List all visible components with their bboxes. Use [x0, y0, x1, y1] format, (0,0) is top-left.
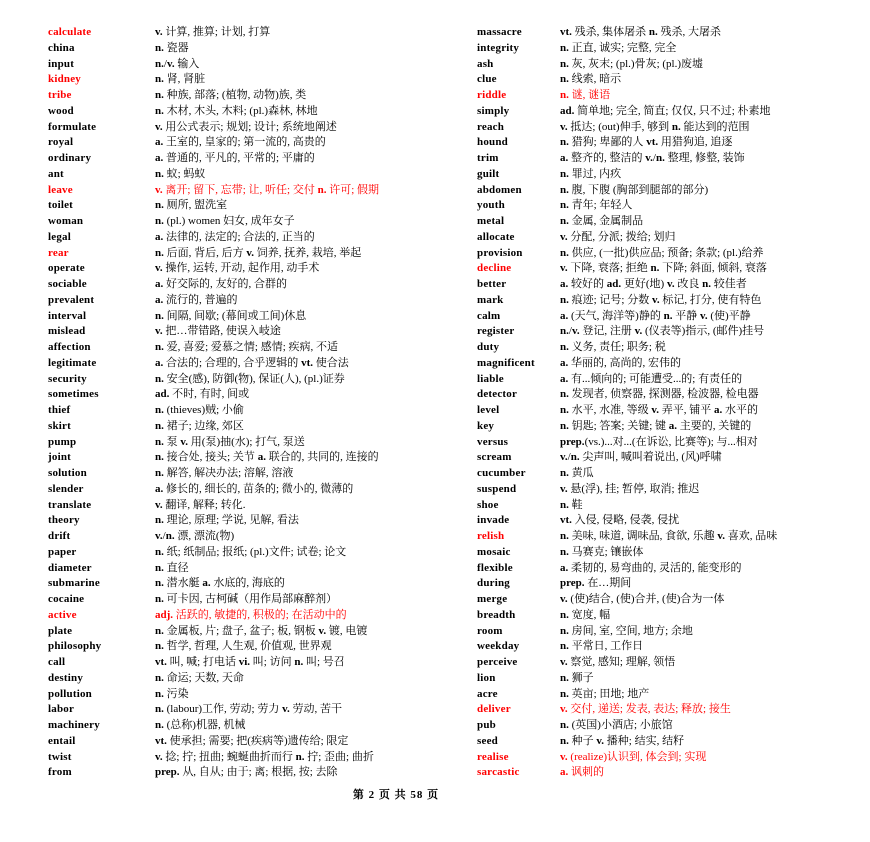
entry-word: plate	[48, 624, 73, 637]
word-entry	[477, 655, 870, 671]
word-entry	[48, 151, 477, 167]
entry-definition: n. 房间, 室, 空间, 地方; 余地	[560, 624, 693, 637]
entry-definition: n. 木材, 木头, 木料; (pl.)森林, 林地	[155, 104, 318, 117]
word-entry	[477, 435, 870, 451]
entry-definition: v. 察觉, 感知; 理解, 领悟	[560, 656, 676, 668]
entry-word: magnificent	[477, 356, 535, 369]
entry-definition: a. (天气, 海洋等)静的 n. 平静 v. (使)平静	[560, 309, 751, 322]
word-entry	[48, 639, 477, 655]
entry-word: joint	[48, 451, 71, 464]
entry-word: simply	[477, 104, 510, 117]
entry-definition: n. 腹, 下腹 (胸部到腿部的部分)	[560, 183, 709, 196]
entry-word: sociable	[48, 278, 87, 290]
word-entry	[48, 592, 477, 608]
entry-definition: adj. 活跃的, 敏捷的, 积极的; 在活动中的	[155, 608, 347, 621]
entry-definition: v. 离开; 留下, 忘带; 让, 听任; 交付 n. 许可; 假期	[155, 183, 380, 196]
word-entry	[477, 702, 870, 718]
entry-word: abdomen	[477, 183, 522, 196]
word-entry	[477, 261, 870, 277]
entry-definition: n. 鞋	[560, 498, 583, 511]
entry-definition: n. 间隔, 间歇; (幕间或工间)休息	[155, 309, 307, 322]
word-entry	[48, 135, 477, 151]
word-entry	[48, 214, 477, 230]
entry-definition: n. 金属板, 片; 盘子, 盆子; 板, 钢板 v. 镀, 电镀	[155, 624, 368, 637]
entry-word: youth	[477, 199, 505, 212]
word-entry	[48, 718, 477, 734]
word-entry	[48, 671, 477, 687]
entry-definition: n./v. 输入	[155, 57, 200, 70]
entry-definition: n. 裙子; 边缘, 郊区	[155, 419, 244, 432]
word-entry	[477, 41, 870, 57]
word-entry	[477, 482, 870, 498]
entry-definition: v. 捻; 拧; 扭曲; 蜿蜒曲折而行 n. 拧; 歪曲; 曲折	[155, 750, 374, 763]
entry-definition: a. 普通的, 平凡的, 平常的; 平庸的	[155, 152, 315, 164]
entry-word: toilet	[48, 199, 74, 212]
entry-definition: n. 马赛克; 镶嵌体	[560, 545, 644, 558]
word-entry	[477, 151, 870, 167]
entry-word: twist	[48, 750, 72, 763]
word-entry	[477, 624, 870, 640]
entry-definition: prep.(vs.)...对...(在诉讼, 比赛等); 与...相对	[560, 435, 758, 448]
word-entry	[48, 608, 477, 624]
word-entry	[477, 718, 870, 734]
entry-word: lion	[477, 671, 496, 684]
word-entry	[477, 356, 870, 372]
word-entry	[48, 687, 477, 703]
entry-word: thief	[48, 404, 71, 416]
word-entry	[477, 104, 870, 120]
entry-word: interval	[48, 309, 87, 322]
entry-word: slender	[48, 482, 84, 495]
word-entry	[48, 25, 477, 41]
entry-word: call	[48, 656, 66, 668]
word-entry	[477, 545, 870, 561]
word-entry	[477, 293, 870, 309]
word-entry	[48, 356, 477, 372]
entry-definition: v. 把…带错路, 使误入岐途	[155, 325, 281, 338]
entry-definition: n. 潜水艇 a. 水底的, 海底的	[155, 577, 285, 590]
page-number-footer: 第 2 页 共 58 页	[352, 789, 440, 801]
entry-definition: n. 后面, 背后, 后方 v. 饲养, 抚养, 栽培, 举起	[155, 246, 362, 259]
word-list-column-left	[48, 25, 477, 781]
word-entry	[477, 498, 870, 514]
entry-word: trim	[477, 152, 499, 164]
entry-word: ant	[48, 167, 64, 180]
entry-word: affection	[48, 341, 91, 353]
entry-definition: n. 猎狗; 卑鄙的人 vt. 用猎狗追, 追逐	[560, 136, 733, 149]
word-entry	[477, 324, 870, 340]
entry-word: calm	[477, 309, 501, 322]
word-entry	[477, 230, 870, 246]
entry-definition: vt. 入侵, 侵略, 侵袭, 侵扰	[560, 514, 680, 527]
word-entry	[477, 88, 870, 104]
entry-word: key	[477, 419, 495, 432]
entry-definition: v./n. 尖声叫, 喊叫着说出, (风)呼啸	[560, 451, 722, 464]
entry-word: translate	[48, 498, 92, 511]
entry-definition: n. 纸; 纸制品; 报纸; (pl.)文件; 试卷; 论文	[155, 545, 347, 558]
word-entry	[477, 167, 870, 183]
word-entry	[48, 230, 477, 246]
word-entry	[48, 104, 477, 120]
entry-definition: a. 华丽的, 高尚的, 宏伟的	[560, 356, 681, 369]
entry-definition: n. 线索, 暗示	[560, 73, 622, 86]
word-entry	[48, 387, 477, 403]
entry-word: scream	[477, 451, 512, 464]
word-entry	[48, 167, 477, 183]
word-entry	[477, 340, 870, 356]
entry-word: machinery	[48, 719, 100, 731]
entry-word: cucumber	[477, 467, 526, 479]
entry-definition: n. (thieves)贼; 小偷	[155, 404, 244, 416]
entry-word: mosaic	[477, 545, 511, 558]
word-entry	[477, 466, 870, 482]
entry-word: pump	[48, 435, 77, 448]
entry-word: riddle	[477, 89, 507, 101]
entry-word: duty	[477, 341, 500, 353]
word-entry	[48, 466, 477, 482]
entry-word: register	[477, 325, 515, 338]
entry-word: clue	[477, 73, 497, 86]
word-entry	[477, 387, 870, 403]
entry-word: royal	[48, 136, 74, 149]
entry-word: rear	[48, 246, 69, 259]
word-entry	[48, 57, 477, 73]
entry-word: deliver	[477, 703, 511, 716]
entry-definition: n. 厕所, 盥洗室	[155, 199, 228, 212]
entry-definition: v. 交付, 递送; 发表, 表达; 释放; 接生	[560, 703, 731, 716]
entry-word: sarcastic	[477, 766, 520, 779]
entry-definition: v. 操作, 运转, 开动, 起作用, 动手术	[155, 262, 320, 275]
word-entry	[48, 545, 477, 561]
entry-word: hound	[477, 136, 508, 149]
entry-definition: n. 直径	[155, 561, 189, 574]
entry-definition: n. 解答, 解决办法; 溶解, 溶液	[155, 467, 294, 479]
entry-definition: a. 讽刺的	[560, 766, 604, 779]
entry-definition: n. 种族, 部落; (植物, 动物)族, 类	[155, 89, 307, 101]
word-entry	[477, 25, 870, 41]
entry-definition: v. 悬(浮), 挂; 暂停, 取消; 推迟	[560, 482, 700, 495]
entry-definition: prep. 在…期间	[560, 577, 632, 590]
entry-definition: v. 下降, 衰落; 拒绝 n. 下降; 斜面, 倾斜, 衰落	[560, 262, 767, 275]
entry-word: mislead	[48, 325, 86, 338]
entry-definition: v. 计算, 推算; 计划, 打算	[155, 26, 271, 38]
word-entry	[48, 198, 477, 214]
entry-definition: a. 王室的, 皇家的; 第一流的, 高贵的	[155, 136, 326, 149]
entry-definition: a. 有...倾向的; 可能遭受...的; 有责任的	[560, 372, 743, 385]
entry-word: liable	[477, 372, 504, 385]
word-entry	[48, 561, 477, 577]
entry-definition: n. 谜, 谜语	[560, 89, 611, 101]
word-entry	[48, 41, 477, 57]
entry-definition: ad. 不时, 有时, 间或	[155, 388, 250, 401]
entry-word: kidney	[48, 73, 81, 86]
entry-word: flexible	[477, 561, 513, 574]
word-entry	[48, 765, 477, 781]
word-entry	[477, 529, 870, 545]
entry-word: entail	[48, 734, 76, 747]
entry-definition: n. 发现者, 侦察器, 探测器, 检波器, 检电器	[560, 388, 759, 401]
entry-word: leave	[48, 183, 73, 196]
word-entry	[48, 624, 477, 640]
entry-word: skirt	[48, 419, 71, 432]
entry-word: cocaine	[48, 593, 85, 605]
entry-definition: n. 泵 v. 用(泵)抽(水); 打气, 泵送	[155, 435, 305, 448]
entry-word: during	[477, 577, 510, 590]
entry-definition: n. 瓷器	[155, 41, 189, 54]
entry-word: room	[477, 624, 503, 637]
entry-definition: n. 平常日, 工作日	[560, 640, 644, 653]
entry-definition: ad. 简单地; 完全, 简直; 仅仅, 只不过; 朴素地	[560, 104, 771, 117]
word-entry	[477, 198, 870, 214]
entry-word: integrity	[477, 41, 520, 54]
entry-definition: a. 整齐的, 整洁的 v./n. 整理, 修整, 装饰	[560, 152, 745, 164]
entry-definition: n. (英国)小酒店; 小旅馆	[560, 719, 673, 731]
entry-definition: v. 用公式表示; 规划; 设计; 系统地阐述	[155, 120, 337, 133]
entry-definition: v. (realize)认识到, 体会到; 实现	[560, 750, 707, 763]
entry-word: philosophy	[48, 640, 102, 653]
word-entry	[477, 687, 870, 703]
word-entry	[477, 57, 870, 73]
word-entry	[477, 734, 870, 750]
entry-word: metal	[477, 215, 505, 227]
entry-word: invade	[477, 514, 510, 527]
entry-word: submarine	[48, 577, 100, 590]
entry-definition: n. 青年; 年轻人	[560, 199, 633, 212]
entry-definition: v. 翻译, 解释; 转化.	[155, 498, 246, 511]
word-entry	[477, 246, 870, 262]
word-entry	[477, 639, 870, 655]
entry-word: drift	[48, 530, 71, 542]
entry-word: breadth	[477, 608, 516, 621]
entry-definition: a. 合法的; 合理的, 合乎逻辑的 vt. 使合法	[155, 356, 349, 369]
word-entry	[477, 765, 870, 781]
entry-word: security	[48, 372, 87, 385]
word-entry	[48, 246, 477, 262]
entry-definition: n. (labour)工作, 劳动; 劳力 v. 劳动, 苦干	[155, 703, 343, 716]
entry-definition: n. 正直, 诚实; 完整, 完全	[560, 41, 677, 54]
entry-word: better	[477, 278, 507, 290]
entry-word: tribe	[48, 89, 72, 101]
entry-word: versus	[477, 435, 509, 448]
word-entry	[477, 419, 870, 435]
entry-definition: n. 安全(感), 防御(物), 保证(人), (pl.)证券	[155, 372, 345, 385]
entry-definition: a. 流行的, 普遍的	[155, 293, 238, 306]
entry-word: ordinary	[48, 152, 92, 164]
entry-word: guilt	[477, 167, 500, 180]
entry-definition: prep. 从, 自从; 由于; 离; 根据, 按; 去除	[155, 766, 338, 779]
entry-word: calculate	[48, 26, 92, 38]
entry-definition: n. 供应, (一批)供应品; 预备; 条款; (pl.)给养	[560, 246, 764, 259]
entry-definition: n. 水平, 水准, 等级 v. 弄平, 铺平 a. 水平的	[560, 404, 759, 416]
entry-word: realise	[477, 750, 509, 763]
word-entry	[48, 309, 477, 325]
entry-word: sometimes	[48, 388, 99, 401]
word-entry	[48, 277, 477, 293]
entry-word: ash	[477, 57, 494, 70]
entry-word: weekday	[477, 640, 520, 653]
entry-word: paper	[48, 545, 77, 558]
entry-word: active	[48, 608, 77, 621]
entry-definition: n. (总称)机器, 机械	[155, 719, 246, 731]
word-entry	[477, 450, 870, 466]
word-entry	[48, 750, 477, 766]
entry-word: woman	[48, 215, 84, 227]
entry-word: legitimate	[48, 356, 97, 369]
word-entry	[48, 324, 477, 340]
word-entry	[477, 372, 870, 388]
word-entry	[48, 293, 477, 309]
entry-definition: n. 狮子	[560, 671, 594, 684]
word-entry	[48, 403, 477, 419]
entry-definition: a. 柔韧的, 易弯曲的, 灵活的, 能变形的	[560, 561, 742, 574]
entry-word: from	[48, 766, 72, 779]
entry-word: suspend	[477, 482, 517, 495]
entry-word: solution	[48, 467, 87, 479]
entry-definition: n. 义务, 责任; 职务; 税	[560, 341, 666, 353]
word-entry	[48, 576, 477, 592]
entry-definition: a. 好交际的, 友好的, 合群的	[155, 278, 287, 290]
entry-word: perceive	[477, 656, 518, 668]
entry-definition: vt. 使承担; 需要; 把(疾病等)遗传给; 限定	[155, 734, 349, 747]
word-entry	[477, 608, 870, 624]
entry-definition: n. 理论, 原理; 学说, 见解, 看法	[155, 514, 299, 527]
word-entry	[477, 135, 870, 151]
entry-word: allocate	[477, 230, 515, 243]
entry-word: detector	[477, 388, 518, 401]
entry-definition: n. 金属, 金属制品	[560, 215, 644, 227]
word-entry	[477, 671, 870, 687]
entry-definition: n. 钥匙; 答案; 关键; 键 a. 主要的, 关键的	[560, 419, 752, 432]
entry-definition: v. 分配, 分派; 拨给; 划归	[560, 230, 676, 243]
entry-word: massacre	[477, 26, 522, 38]
word-entry	[477, 592, 870, 608]
entry-word: decline	[477, 262, 512, 275]
word-entry	[477, 120, 870, 136]
entry-definition: a. 较好的 ad. 更好(地) v. 改良 n. 较佳者	[560, 278, 747, 290]
entry-word: operate	[48, 262, 85, 275]
entry-word: labor	[48, 703, 75, 716]
entry-word: theory	[48, 514, 80, 527]
entry-word: pollution	[48, 687, 92, 700]
word-entry	[477, 183, 870, 199]
entry-word: wood	[48, 104, 74, 117]
word-entry	[48, 482, 477, 498]
entry-word: acre	[477, 687, 498, 700]
word-entry	[48, 513, 477, 529]
entry-definition: v. (使)结合, (使)合并, (使)合为一体	[560, 593, 725, 605]
word-entry	[477, 576, 870, 592]
word-entry	[477, 513, 870, 529]
word-entry	[48, 340, 477, 356]
word-entry	[48, 261, 477, 277]
entry-word: pub	[477, 719, 496, 731]
entry-word: provision	[477, 246, 523, 259]
word-list-columns	[48, 25, 870, 781]
word-entry	[48, 372, 477, 388]
entry-word: merge	[477, 593, 508, 605]
entry-definition: n. 宽度, 幅	[560, 608, 611, 621]
entry-word: prevalent	[48, 293, 95, 306]
entry-definition: n. 肾, 肾脏	[155, 73, 206, 86]
word-entry	[48, 450, 477, 466]
word-entry	[477, 561, 870, 577]
entry-definition: n. 种子 v. 播种; 结实, 结籽	[560, 734, 685, 747]
word-entry	[48, 702, 477, 718]
entry-definition: v. 抵达; (out)伸手, 够到 n. 能达到的范围	[560, 120, 750, 133]
word-entry	[477, 750, 870, 766]
entry-definition: n. 痕迹; 记号; 分数 v. 标记, 打分, 使有特色	[560, 293, 762, 306]
entry-definition: n. 黄瓜	[560, 467, 594, 479]
entry-definition: n. 美味, 味道, 调味品, 食欲, 乐趣 v. 喜欢, 品味	[560, 530, 778, 542]
word-entry	[48, 498, 477, 514]
entry-definition: n. (pl.) women 妇女, 成年女子	[155, 215, 295, 227]
word-entry	[48, 655, 477, 671]
entry-definition: n./v. 登记, 注册 v. (仪表等)指示, (邮件)挂号	[560, 325, 765, 338]
entry-word: diameter	[48, 561, 92, 574]
word-entry	[48, 72, 477, 88]
entry-word: formulate	[48, 120, 97, 133]
entry-definition: a. 法律的, 法定的; 合法的, 正当的	[155, 230, 315, 243]
entry-definition: v./n. 漂, 漂流(物)	[155, 530, 235, 542]
entry-word: legal	[48, 230, 71, 243]
entry-definition: n. 哲学, 哲理, 人生观, 价值观, 世界观	[155, 640, 332, 653]
word-entry	[477, 72, 870, 88]
entry-definition: vt. 残杀, 集体屠杀 n. 残杀, 大屠杀	[560, 26, 722, 38]
entry-word: level	[477, 404, 500, 416]
word-entry	[48, 529, 477, 545]
entry-definition: n. 蚁; 蚂蚁	[155, 167, 206, 180]
word-entry	[48, 435, 477, 451]
word-entry	[48, 120, 477, 136]
word-entry	[48, 88, 477, 104]
entry-definition: vt. 叫, 喊; 打电话 vi. 叫; 访问 n. 叫; 号召	[155, 656, 345, 668]
entry-word: china	[48, 41, 75, 54]
entry-word: mark	[477, 293, 504, 306]
entry-word: reach	[477, 120, 505, 133]
entry-definition: n. 命运; 天数, 天命	[155, 671, 244, 684]
entry-word: relish	[477, 530, 505, 542]
entry-definition: n. 罪过, 内疚	[560, 167, 622, 180]
entry-word: input	[48, 57, 75, 70]
word-list-column-right	[477, 25, 870, 781]
entry-definition: n. 污染	[155, 687, 189, 700]
word-entry	[48, 183, 477, 199]
word-entry	[48, 419, 477, 435]
word-entry	[477, 214, 870, 230]
entry-word: destiny	[48, 671, 84, 684]
entry-definition: n. 灰, 灰末; (pl.)骨灰; (pl.)废墟	[560, 57, 704, 70]
entry-definition: n. 接合处, 接头; 关节 a. 联合的, 共同的, 连接的	[155, 451, 379, 464]
entry-definition: n. 英亩; 田地; 地产	[560, 687, 650, 700]
word-entry	[477, 403, 870, 419]
word-entry	[477, 277, 870, 293]
entry-definition: n. 爱, 喜爱; 爱慕之情; 感情; 疾病, 不适	[155, 341, 339, 353]
entry-definition: a. 修长的, 细长的, 苗条的; 微小的, 微薄的	[155, 482, 354, 495]
entry-word: shoe	[477, 498, 499, 511]
word-entry	[48, 734, 477, 750]
entry-word: seed	[477, 734, 498, 747]
word-entry	[477, 309, 870, 325]
entry-definition: n. 可卡因, 古柯碱（用作局部麻醉剂）	[155, 593, 338, 605]
